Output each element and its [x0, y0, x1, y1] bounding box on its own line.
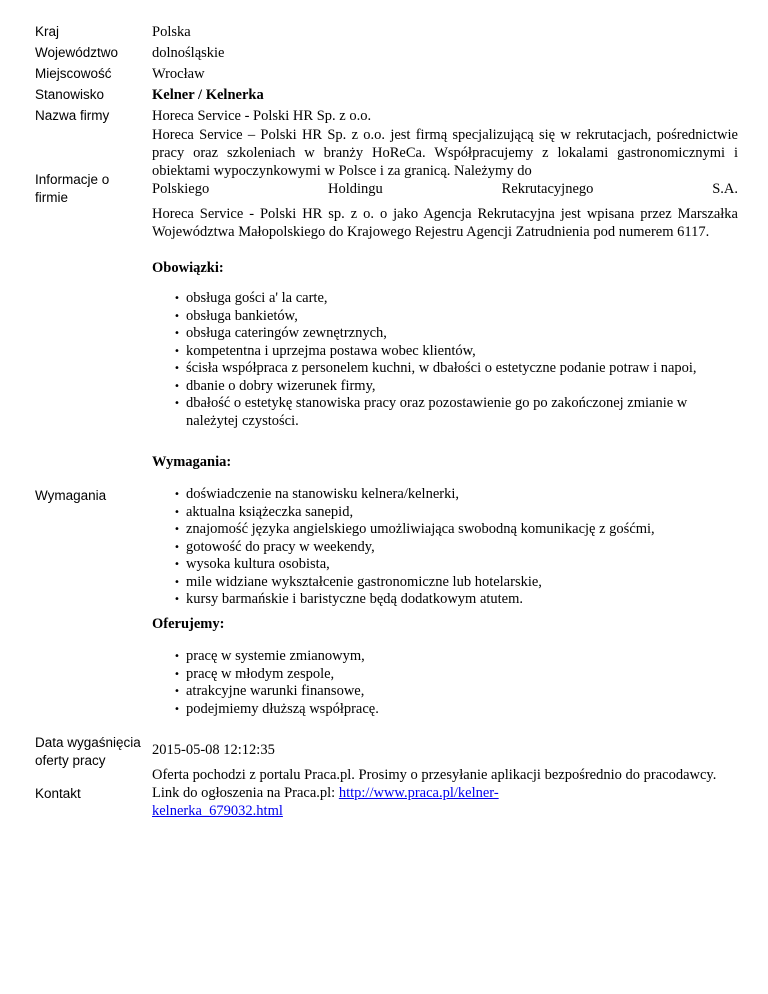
bullet-icon: •: [174, 703, 180, 715]
list-item: • kursy barmańskie i baristyczne będą dodatkowym atutem.: [174, 591, 524, 607]
label-data-wygasniecia: [35, 734, 147, 770]
list-item: • kompetentna i uprzejma postawa wobec klientów,: [174, 342, 476, 359]
label-informacje-line1: Informacje o: [35, 172, 110, 187]
list-obowiazki: [152, 290, 752, 430]
list-item: • mile widziane wykształcenie gastronomiczne lub hotelarskie,: [174, 573, 542, 590]
list-item: • wysoka kultura osobista,: [174, 556, 330, 572]
list-wymagania: [152, 486, 752, 609]
bullet-icon: •: [174, 293, 180, 304]
label-kraj: Kraj: [35, 24, 60, 39]
value-nazwa-firmy: Horeca Service - Polski HR Sp. z o.o.: [152, 108, 372, 124]
label-wymagania: Wymagania: [35, 488, 107, 503]
list-item: • doświadczenie na stanowisku kelnera/kelnerki,: [174, 486, 459, 502]
label-nazwa-firmy: Nazwa firmy: [35, 108, 110, 123]
offer-link[interactable]: http://www.praca.pl/kelner- kelnerka_679032.html: [152, 785, 499, 819]
list-item: • gotowość do pracy w weekendy,: [174, 538, 375, 555]
company-info-paragraph-1-main: Horeca Service – Polski HR Sp. z o.o. jest firmą specjalizującą się w rekrutacjach, pośrednictwie pracy oraz szkoleniach w branży HoReCa. Współpracujemy z lokalami gastronomicznymi i obiektami wypoczynkowymi w Polsce i za granicą. Należymy do: [152, 127, 738, 179]
heading-wymagania: Wymagania:: [152, 454, 232, 470]
heading-obowiazki: Obowiązki:: [152, 260, 224, 276]
list-item: • dbałość o estetykę stanowiska pracy oraz pozostawienie go po zakończonej zmianie w należytej czystości.: [174, 395, 688, 429]
value-stanowisko: Kelner / Kelnerka: [152, 87, 264, 103]
list-item: • znajomość języka angielskiego umożliwiająca swobodną komunikację z gośćmi,: [174, 521, 655, 537]
value-kontakt: [152, 766, 738, 820]
label-kontakt: Kontakt: [35, 786, 81, 801]
bullet-icon: •: [174, 310, 180, 322]
bullet-icon: •: [174, 541, 180, 553]
label-informacje-line2: firmie: [35, 190, 68, 205]
list-item: • pracę w młodym zespole,: [174, 665, 335, 682]
list-item: • dbanie o dobry wizerunek firmy,: [174, 377, 376, 394]
bullet-icon: •: [174, 398, 180, 409]
value-miejscowosc: Wrocław: [152, 66, 205, 82]
bullet-icon: •: [174, 576, 180, 588]
value-wojewodztwo: dolnośląskie: [152, 45, 225, 61]
bullet-icon: •: [174, 380, 180, 392]
bullet-icon: •: [174, 328, 180, 339]
company-info-paragraph-1: [152, 126, 738, 198]
label-data-line1: Data wygaśnięcia: [35, 735, 141, 750]
list-item: • obsługa cateringów zewnętrznych,: [174, 325, 387, 341]
list-item: • aktualna książeczka sanepid,: [174, 503, 354, 520]
list-item: • obsługa bankietów,: [174, 307, 298, 324]
bullet-icon: •: [174, 489, 180, 500]
bullet-icon: •: [174, 686, 180, 697]
bullet-icon: •: [174, 668, 180, 680]
label-data-line2: oferty pracy: [35, 753, 106, 768]
bullet-icon: •: [174, 506, 180, 518]
bullet-icon: •: [174, 651, 180, 662]
bullet-icon: •: [174, 345, 180, 357]
list-item: • pracę w systemie zmianowym,: [174, 648, 365, 664]
list-item: • atrakcyjne warunki finansowe,: [174, 683, 365, 699]
company-info-paragraph-1-last-line: Polskiego Holdingu Rekrutacyjnego S.A.: [152, 181, 738, 197]
kontakt-text: Oferta pochodzi z portalu Praca.pl. Prosimy o przesyłanie aplikacji bezpośrednio do pracodawcy. Link do ogłoszenia na Praca.pl:: [152, 767, 717, 801]
list-item: • obsługa gości a' la carte,: [174, 290, 328, 306]
heading-oferujemy: Oferujemy:: [152, 616, 225, 632]
label-miejscowosc: Miejscowość: [35, 66, 112, 81]
bullet-icon: •: [174, 524, 180, 535]
bullet-icon: •: [174, 363, 180, 374]
company-info-paragraph-2: Horeca Service - Polski HR sp. z o. o jako Agencja Rekrutacyjna jest wpisana przez Marszałka Województwa Małopolskiego do Krajowego Rejestru Agencji Zatrudnienia pod numerem 6117.: [152, 206, 738, 240]
list-item: • ścisła współpraca z personelem kuchni, w dbałości o estetyczne podanie potraw i napoi,: [174, 360, 697, 376]
bullet-icon: •: [174, 594, 180, 605]
value-kraj: Polska: [152, 24, 191, 40]
list-item: • podejmiemy dłuższą współpracę.: [174, 700, 379, 717]
label-wojewodztwo: Województwo: [35, 45, 119, 60]
bullet-icon: •: [174, 559, 180, 570]
list-oferujemy: [152, 648, 752, 718]
label-informacje-o-firmie: [35, 171, 147, 207]
value-data-wygasniecia: 2015-05-08 12:12:35: [152, 742, 275, 758]
label-stanowisko: Stanowisko: [35, 87, 105, 102]
